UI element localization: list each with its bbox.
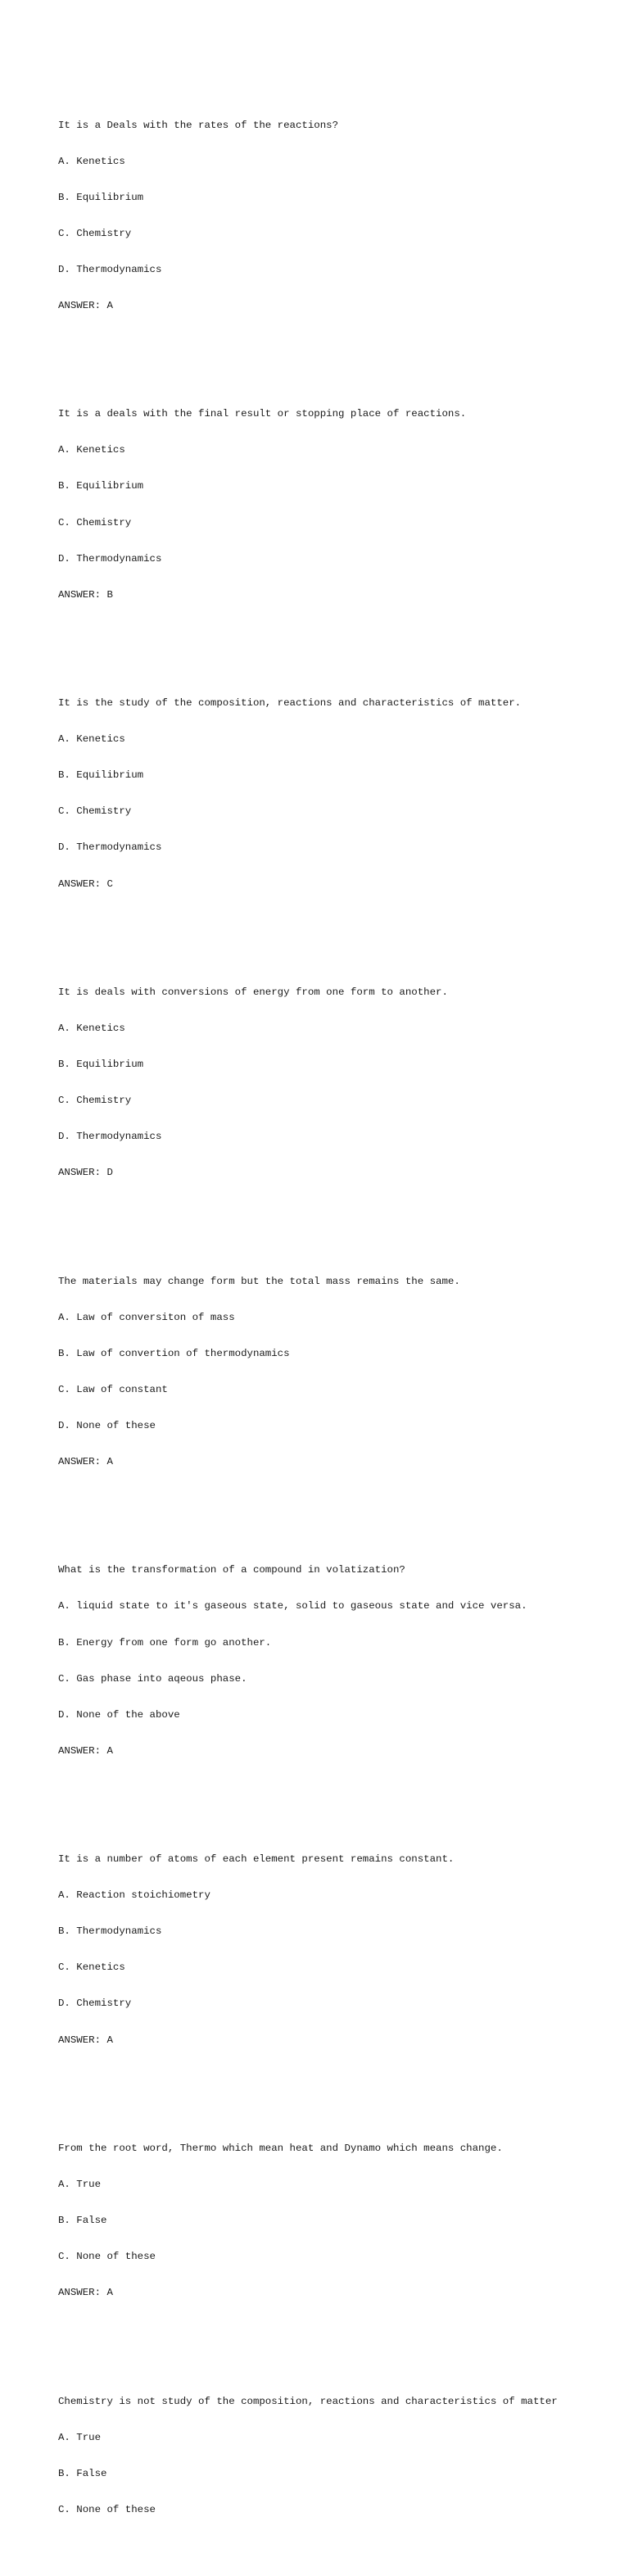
question-prompt: It is the study of the composition, reactions and characteristics of matter. <box>58 697 522 710</box>
answer-option: B. Thermodynamics <box>58 1925 162 1938</box>
answer-option: A. Kenetics <box>58 733 125 746</box>
question-block <box>58 673 615 914</box>
answer-option: C. Kenetics <box>58 1961 125 1974</box>
answer-option: D. Thermodynamics <box>58 1131 162 1143</box>
question-prompt: From the root word, Thermo which mean heat and Dynamo which means change. <box>58 2142 503 2154</box>
answer-option: B. False <box>58 2467 107 2479</box>
answer-option: D. Chemistry <box>58 1998 132 2010</box>
answer-option: A. liquid state to it's gaseous state, solid to gaseous state and vice versa. <box>58 1600 527 1612</box>
question-prompt: It is a deals with the final result or stopping place of reactions. <box>58 408 467 420</box>
answer-option: B. Energy from one form go another. <box>58 1636 272 1649</box>
answer-key: ANSWER: A <box>58 299 113 311</box>
answer-option: C. Gas phase into aqeous phase. <box>58 1672 247 1685</box>
answer-option: C. Chemistry <box>58 1095 132 1107</box>
answer-option: D. Thermodynamics <box>58 841 162 854</box>
answer-option: B. Equilibrium <box>58 480 144 492</box>
answer-option: D. Thermodynamics <box>58 552 162 565</box>
answer-option: B. Law of convertion of thermodynamics <box>58 1347 290 1359</box>
answer-option: C. None of these <box>58 2251 156 2263</box>
question-block <box>58 2118 615 2323</box>
answer-option: A. Kenetics <box>58 444 125 456</box>
answer-option: A. Reaction stoichiometry <box>58 1889 210 1902</box>
answer-option: D. None of the above <box>58 1708 180 1721</box>
question-prompt: The materials may change form but the total mass remains the same. <box>58 1275 460 1287</box>
answer-option: B. Equilibrium <box>58 191 144 203</box>
answer-key: ANSWER: A <box>58 2287 113 2299</box>
question-prompt: Chemistry is not study of the composition, reactions and characteristics of matter <box>58 2395 558 2407</box>
question-block <box>58 384 615 625</box>
answer-option: C. None of these <box>58 2503 156 2515</box>
answer-option: B. False <box>58 2215 107 2227</box>
question-block <box>58 95 615 336</box>
answer-option: A. Law of conversiton of mass <box>58 1311 235 1323</box>
answer-key: ANSWER: A <box>58 1744 113 1757</box>
answer-option: B. Equilibrium <box>58 769 144 782</box>
question-block <box>58 1830 615 2070</box>
answer-option: A. Kenetics <box>58 155 125 167</box>
answer-key: ANSWER: B <box>58 588 113 601</box>
answer-option: C. Chemistry <box>58 516 132 528</box>
question-prompt: What is the transformation of a compound in volatization? <box>58 1564 405 1576</box>
answer-key: ANSWER: D <box>58 1167 113 1179</box>
answer-key: ANSWER: C <box>58 878 113 890</box>
question-block <box>58 2371 615 2540</box>
answer-option: A. True <box>58 2431 102 2443</box>
question-block <box>58 1251 615 1492</box>
answer-option: C. Law of constant <box>58 1383 168 1395</box>
answer-option: A. Kenetics <box>58 1022 125 1034</box>
question-prompt: It is deals with conversions of energy from one form to another. <box>58 986 448 998</box>
question-prompt: It is a number of atoms of each element present remains constant. <box>58 1853 455 1866</box>
answer-option: A. True <box>58 2178 102 2190</box>
answer-option: D. Thermodynamics <box>58 263 162 275</box>
answer-option: C. Chemistry <box>58 227 132 239</box>
answer-key: ANSWER: A <box>58 1456 113 1468</box>
answer-key: ANSWER: A <box>58 2034 113 2046</box>
answer-option: D. None of these <box>58 1419 156 1431</box>
question-prompt: It is a Deals with the rates of the reactions? <box>58 119 339 131</box>
question-block <box>58 1540 615 1781</box>
answer-option: B. Equilibrium <box>58 1059 144 1070</box>
document-page <box>58 59 615 2576</box>
answer-option: C. Chemistry <box>58 805 132 818</box>
question-block <box>58 962 615 1203</box>
